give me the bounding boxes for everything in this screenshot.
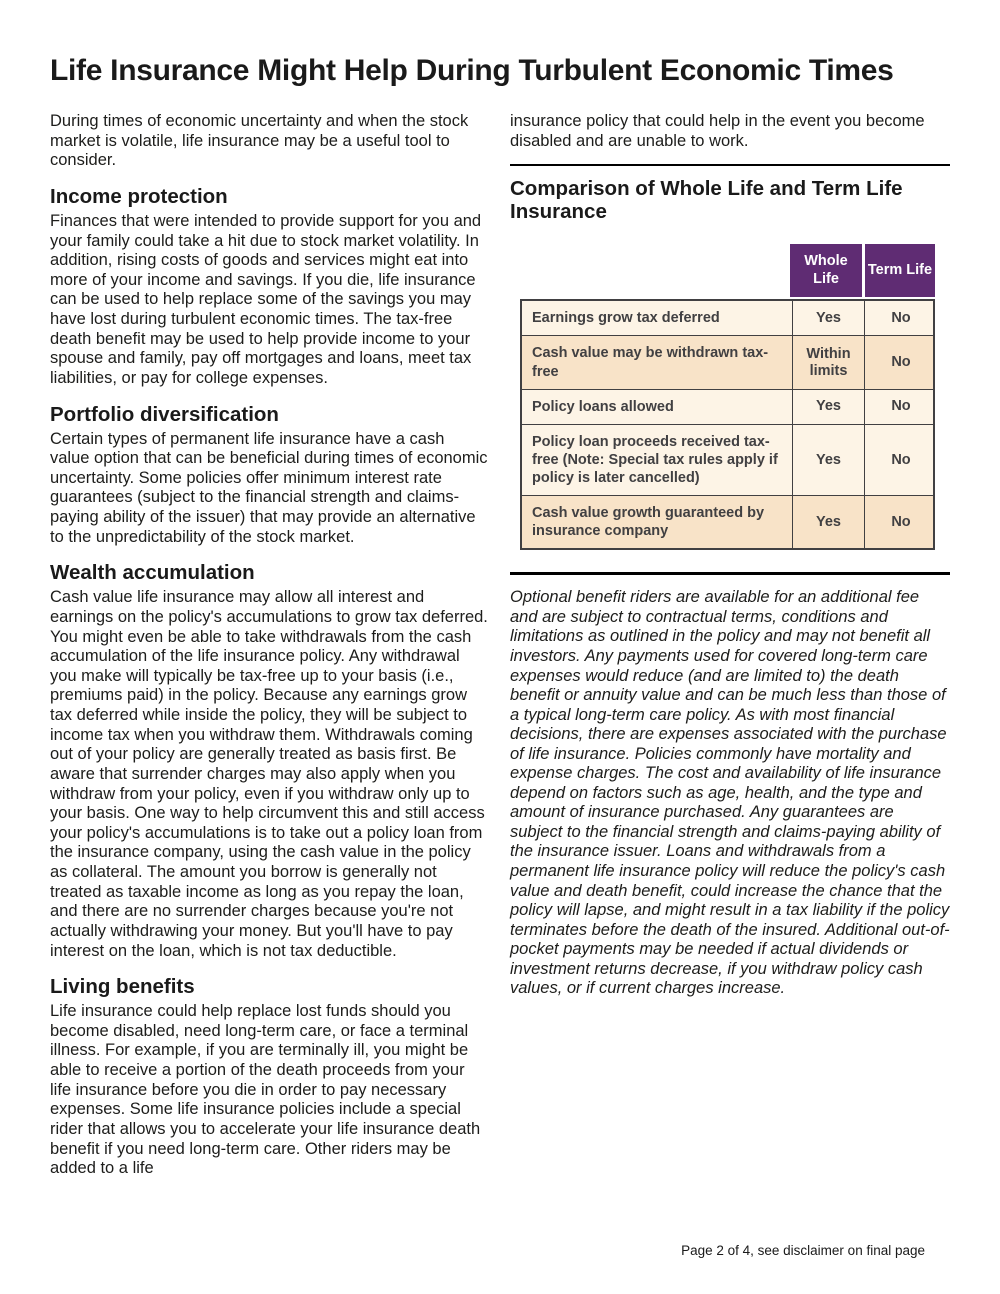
two-column-layout <box>50 112 950 1179</box>
table-row <box>522 301 933 335</box>
section-heading-living-benefits: Living benefits <box>50 975 195 999</box>
whole-life-value: Yes <box>792 390 864 424</box>
comparison-table <box>520 244 935 551</box>
section-body-portfolio-diversification: Certain types of permanent life insurance have a cash value option that can be beneficial during times of economic uncertainty. Some policies offer minimum interest rate guarantees (subject to the financial strength and claims-paying ability of the issuer) that may provide an alternative to the unpredictability of the stock market. <box>50 429 488 546</box>
row-label: Policy loan proceeds received tax-free (Note: Special tax rules apply if policy is later cancelled) <box>532 433 778 486</box>
table-row <box>522 424 933 495</box>
table-row <box>522 335 933 388</box>
intro-paragraph: During times of economic uncertainty and when the stock market is volatile, life insurance may be a useful tool to consider. <box>50 112 469 170</box>
table-row <box>522 389 933 424</box>
term-life-value: No <box>864 336 937 388</box>
header-spacer-cell <box>520 244 790 298</box>
page-footer: Page 2 of 4, see disclaimer on final page <box>681 1243 925 1258</box>
table-row <box>522 495 933 548</box>
section-heading-income-protection: Income protection <box>50 184 228 208</box>
table-bottom-rule <box>510 572 950 575</box>
section-body-living-benefits: Life insurance could help replace lost funds should you become disabled, need long-term care, or face a terminal illness. For example, if you are terminally ill, you might be able to receive a portion of the death proceeds from your life insurance before you die in order to pay necessary expenses. Some life insurance policies include a special rider that allows you to accelerate your life insurance death benefit if you need long-term care. Other riders may be added to a life <box>50 1002 481 1178</box>
comparison-table-body <box>520 299 935 550</box>
comparison-table-heading: Comparison of Whole Life and Term Life Insurance <box>510 177 903 224</box>
section-heading-wealth-accumulation: Wealth accumulation <box>50 561 255 585</box>
row-label: Cash value growth guaranteed by insurance company <box>532 505 765 540</box>
section-heading-portfolio-diversification: Portfolio diversification <box>50 402 279 426</box>
term-life-value: No <box>864 425 937 495</box>
whole-life-value: Yes <box>792 425 864 495</box>
continuation-paragraph: insurance policy that could help in the event you become disabled and are unable to work. <box>510 112 925 150</box>
page-title: Life Insurance Might Help During Turbulent Economic Times <box>50 54 894 87</box>
row-label: Policy loans allowed <box>532 398 674 415</box>
whole-life-value: Yes <box>792 496 864 548</box>
right-column <box>510 112 950 999</box>
left-column <box>50 112 488 1179</box>
term-life-value: No <box>864 301 937 335</box>
disclaimer-paragraph: Optional benefit riders are available for an additional fee and are subject to contractual terms, conditions and limitations as outlined in the policy and may not benefit all investors. Any payments used for covered long-term care expenses would reduce (and are limited to) the death benefit or annuity value and can be much less than those of a typical long-term care policy. As with most financial decisions, there are expenses associated with the purchase of life insurance. Policies commonly have mortality and expense charges. The cost and availability of life insurance depend on factors such as age, health, and the type and amount of insurance purchased. Any guarantees are subject to the financial strength and claims-paying ability of the insurance issuer. Loans and withdrawals from a permanent life insurance policy will reduce the policy's cash value and death benefit, could increase the chance that the policy will lapse, and might result in a tax liability if the policy terminates before the death of the insured. Additional out-of-pocket payments may be needed if actual dividends or investment returns decrease, if you withdraw policy cash values, or if current charges increase. <box>510 588 950 998</box>
whole-life-value: Within limits <box>792 336 864 388</box>
section-body-wealth-accumulation: Cash value life insurance may allow all interest and earnings on the policy's accumulations to grow tax deferred. You might even be able to take withdrawals from the cash accumulation of the life insurance policy. Any withdrawal you make will typically be tax-free up to your basis (i.e., premiums paid) in the policy. Because any earnings grow tax deferred while inside the policy, they will be subject to income tax when you withdraw them. Withdrawals coming out of your policy are generally treated as basis first. Be aware that surrender charges may also apply when you withdraw from your policy, even if you withdraw only up to your basis. One way to help circumvent this and still access your policy's accumulations is to take out a policy loan from the insurance company, using the cash value in the policy as collateral. The amount you borrow is generally not treated as taxable income as long as you repay the loan, and there are no surrender charges because you're not actually withdrawing your money. But you'll have to pay interest on the loan, which is not tax deductible. <box>50 588 488 960</box>
header-cell-term-life: Term Life <box>862 244 935 298</box>
row-label: Earnings grow tax deferred <box>532 310 720 327</box>
term-life-value: No <box>864 390 937 424</box>
section-body-income-protection: Finances that were intended to provide support for you and your family could take a hit due to stock market volatility. In addition, rising costs of goods and services might eat into more of your income and savings. If you die, life insurance can be used to help replace some of the savings you may have lost during turbulent economic times. The tax-free death benefit may be used to help provide income to your spouse and family, pay off mortgages and loans, meet tax liabilities, or pay for college expenses. <box>50 211 482 387</box>
comparison-table-header <box>520 244 935 298</box>
header-cell-whole-life: Whole Life <box>790 244 862 298</box>
section-divider-rule <box>510 164 950 166</box>
row-label: Cash value may be withdrawn tax-free <box>532 345 769 380</box>
whole-life-value: Yes <box>792 301 864 335</box>
term-life-value: No <box>864 496 937 548</box>
